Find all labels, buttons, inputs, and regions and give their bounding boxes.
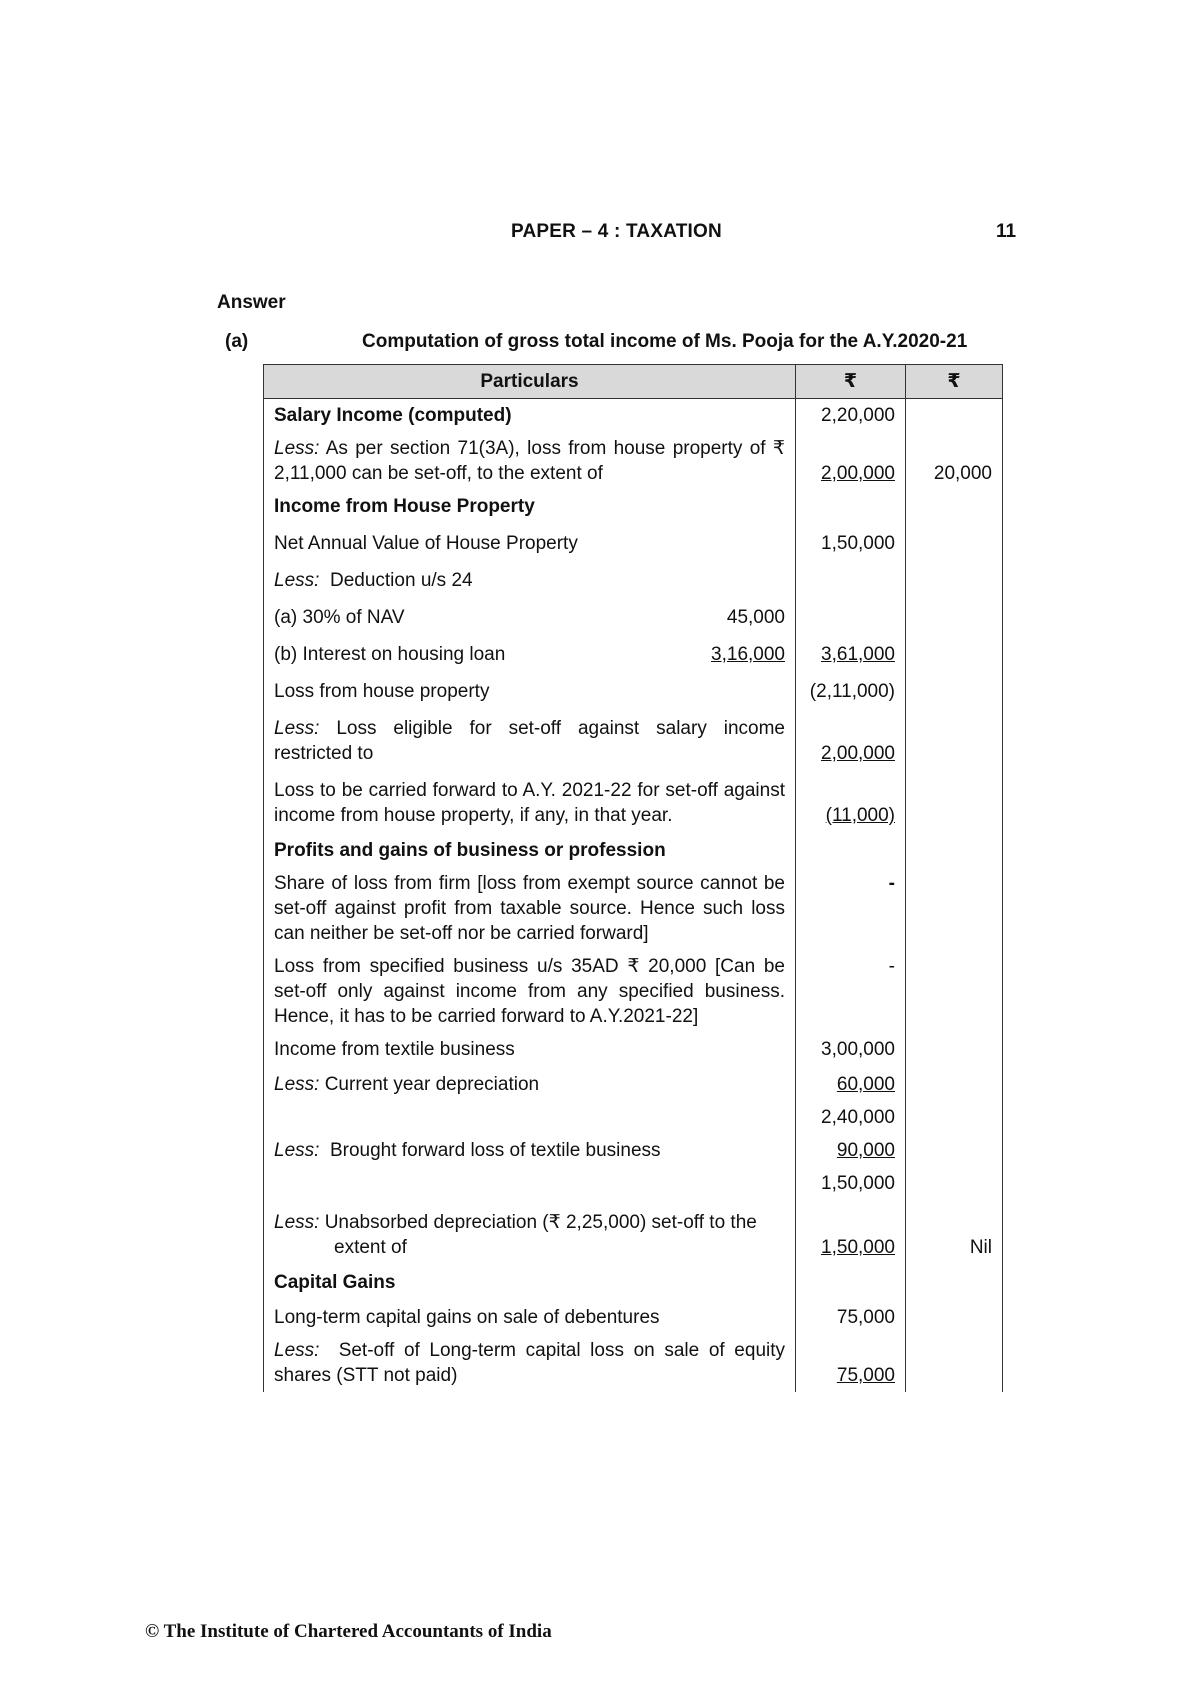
table-row — [264, 1334, 1003, 1392]
table-row — [264, 399, 1003, 433]
table-row — [264, 1200, 1003, 1264]
table-row — [264, 832, 1003, 867]
pgbp-head: Profits and gains of business or profession — [264, 832, 796, 867]
unabsorbed-dep-text-cont: extent of — [334, 1237, 407, 1258]
part-label: (a) — [225, 331, 249, 352]
table-caption: Computation of gross total income of Ms. Pooja for the A.Y.2020-21 — [362, 331, 968, 352]
ltcg-particulars: Long-term capital gains on sale of debentures — [264, 1299, 796, 1334]
setoff-text: As per section 71(3A), loss from house property of ₹ 2,11,000 can be set-off, to the extent of — [274, 438, 785, 484]
less-label: Less: — [274, 1340, 320, 1361]
header-rupee-col-1: ₹ — [796, 365, 906, 399]
table-row — [264, 867, 1003, 950]
table-row — [264, 1299, 1003, 1334]
deduction-b-particulars — [264, 634, 796, 671]
unabsorbed-dep-particulars — [264, 1200, 796, 1264]
depreciation-particulars — [264, 1066, 796, 1101]
loss-eligible-particulars — [264, 708, 796, 770]
carry-forward-particulars: Loss to be carried forward to A.Y. 2021-22 for set-off against income from house property, if any, in that year. — [264, 770, 796, 832]
less-label: Less: — [274, 1140, 320, 1161]
table-row — [264, 1101, 1003, 1134]
ltcl-text: Set-off of Long-term capital loss on sale of equity shares (STT not paid) — [274, 1340, 786, 1386]
table-row — [264, 1264, 1003, 1299]
loss-hp-particulars: Loss from house property — [264, 671, 796, 708]
nav-amount: 1,50,000 — [796, 523, 906, 560]
firm-loss-amount: - — [888, 873, 895, 894]
table-row — [264, 560, 1003, 597]
answer-label: Answer — [217, 292, 286, 313]
header-rupee-col-2: ₹ — [906, 365, 1003, 399]
table-row — [264, 523, 1003, 560]
textile-income-particulars: Income from textile business — [264, 1033, 796, 1066]
specified-business-particulars: Loss from specified business u/s 35AD ₹ 20,000 [Can be set-off only against income from any specified business. Hence, it has to be carried forward to A.Y.2021-22] — [264, 950, 796, 1033]
textile-income-amount: 3,00,000 — [796, 1033, 906, 1066]
table-row — [264, 708, 1003, 770]
table-row — [264, 1134, 1003, 1167]
table-header-row — [264, 365, 1003, 399]
salary-head: Salary Income (computed) — [264, 399, 796, 433]
ltcl-particulars — [264, 1334, 796, 1392]
bf-loss-text: Brought forward loss of textile business — [329, 1140, 661, 1161]
table-row — [264, 490, 1003, 523]
copyright-footer: © The Institute of Chartered Accountants of India — [145, 1621, 552, 1642]
deduction-b-text: (b) Interest on housing loan — [274, 644, 506, 665]
capital-gains-head: Capital Gains — [264, 1264, 796, 1299]
less-label: Less: — [274, 438, 320, 459]
pgbp-net-income: Nil — [906, 1200, 1003, 1264]
setoff-particulars — [264, 432, 796, 490]
table-row — [264, 770, 1003, 832]
specified-business-amount: - — [796, 950, 906, 1033]
loss-hp-amount: (2,11,000) — [796, 671, 906, 708]
less-label: Less: — [274, 1212, 320, 1233]
header-particulars: Particulars — [264, 365, 796, 399]
bf-loss-particulars — [264, 1134, 796, 1167]
deduction-particulars — [264, 560, 796, 597]
deduction-a-text: (a) 30% of NAV — [274, 607, 405, 628]
ltcg-amount: 75,000 — [796, 1299, 906, 1334]
deduction-text: Deduction u/s 24 — [329, 570, 473, 591]
depreciation-amount: 60,000 — [836, 1074, 895, 1095]
nav-particulars: Net Annual Value of House Property — [264, 523, 796, 560]
table-row — [264, 1066, 1003, 1101]
deduction-b-amount: 3,16,000 — [711, 644, 785, 665]
less-label: Less: — [274, 1074, 320, 1095]
house-property-head: Income from House Property — [264, 490, 796, 523]
carry-forward-amount: (11,000) — [825, 805, 895, 826]
salary-net-income: 20,000 — [906, 432, 1003, 490]
depreciation-text: Current year depreciation — [324, 1074, 540, 1095]
deduction-total-amount: 3,61,000 — [821, 644, 895, 665]
running-header-title: PAPER – 4 : TAXATION — [511, 221, 722, 242]
less-label: Less: — [274, 570, 320, 591]
unabsorbed-dep-text: Unabsorbed depreciation (₹ 2,25,000) set-off to the — [324, 1212, 757, 1233]
unabsorbed-dep-amount: 1,50,000 — [821, 1237, 895, 1258]
setoff-amount: 2,00,000 — [821, 463, 895, 484]
table-row — [264, 597, 1003, 634]
computation-table — [263, 364, 1003, 1392]
loss-eligible-amount: 2,00,000 — [821, 743, 895, 764]
table-row — [264, 634, 1003, 671]
deduction-a-amount: 45,000 — [726, 607, 785, 628]
loss-eligible-text: Loss eligible for set-off against salary income restricted to — [274, 718, 785, 764]
after-depreciation-amount: 2,40,000 — [796, 1101, 906, 1134]
table-row — [264, 671, 1003, 708]
table-row — [264, 1167, 1003, 1200]
after-bf-amount: 1,50,000 — [796, 1167, 906, 1200]
bf-loss-amount: 90,000 — [836, 1140, 895, 1161]
less-label: Less: — [274, 718, 320, 739]
deduction-a-particulars — [264, 597, 796, 634]
page-number: 11 — [996, 221, 1017, 242]
table-row — [264, 1033, 1003, 1066]
ltcl-amount: 75,000 — [836, 1365, 895, 1386]
salary-amount: 2,20,000 — [796, 399, 906, 433]
table-row — [264, 432, 1003, 490]
table-row — [264, 950, 1003, 1033]
firm-loss-particulars: Share of loss from firm [loss from exempt source cannot be set-off against profit from taxable source. Hence such loss can neither be set-off nor be carried forward] — [264, 867, 796, 950]
